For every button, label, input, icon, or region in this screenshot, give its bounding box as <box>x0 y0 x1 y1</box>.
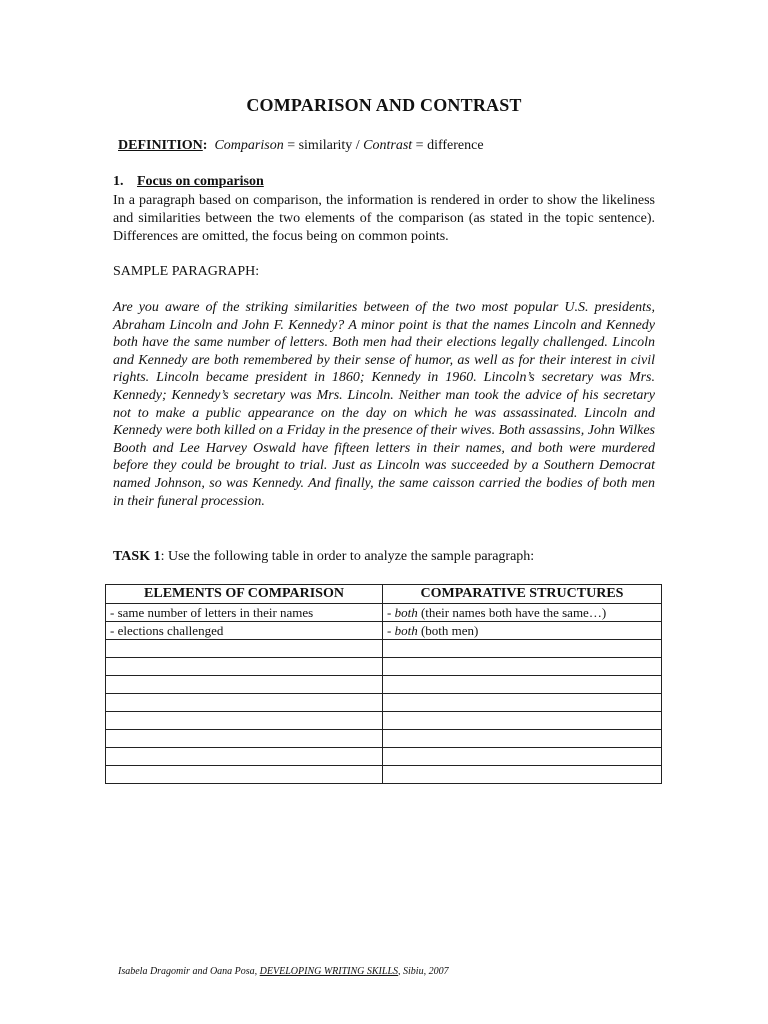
sample-paragraph-label: SAMPLE PARAGRAPH: <box>113 264 260 279</box>
table-cell-element <box>106 766 383 784</box>
task-label: TASK 1 <box>113 549 161 564</box>
table-header-structures: COMPARATIVE STRUCTURES <box>383 585 662 604</box>
table-cell-element <box>106 694 383 712</box>
table-cell-structure <box>383 766 662 784</box>
section-number: 1. <box>113 174 124 189</box>
definition-eq2: = difference <box>412 138 484 153</box>
table-row <box>106 766 662 784</box>
definition-colon: : <box>202 138 208 153</box>
task-text: : Use the following table in order to analyze the sample paragraph: <box>160 549 535 564</box>
table-cell-element <box>106 658 383 676</box>
table-header-elements: ELEMENTS OF COMPARISON <box>106 585 383 604</box>
table-header-row <box>106 585 662 604</box>
table-cell-element <box>106 676 383 694</box>
section-heading <box>113 174 264 190</box>
table-cell-structure <box>383 676 662 694</box>
table-cell-structure <box>383 748 662 766</box>
page-title: COMPARISON AND CONTRAST <box>246 95 522 115</box>
definition-eq1: = similarity / <box>283 138 364 153</box>
table-cell-structure <box>383 658 662 676</box>
table-cell-element: - same number of letters in their names <box>106 604 383 622</box>
table-row <box>106 658 662 676</box>
table-cell-element <box>106 748 383 766</box>
table-cell-element <box>106 640 383 658</box>
table-cell-structure <box>383 712 662 730</box>
table-cell-element <box>106 712 383 730</box>
comparison-term: Comparison <box>214 138 284 153</box>
table-row <box>106 712 662 730</box>
table-cell-element <box>106 730 383 748</box>
table-row <box>106 694 662 712</box>
table-row <box>106 640 662 658</box>
task-instruction <box>113 549 534 565</box>
table-row <box>106 748 662 766</box>
table-cell-structure: - both (both men) <box>383 622 662 640</box>
section-heading-text: Focus on comparison <box>137 174 264 189</box>
sample-paragraph: Are you aware of the striking similarities between of the two most popular U.S. presidents, Abraham Lincoln and John F. Kennedy? A minor point is that the names Lincoln and Kennedy both have the same number of letters. Both men had their elections legally challenged. Lincoln and Kennedy are both remembered by their sense of humor, as well as for their interest in civil rights. Lincoln became president in 1860; Kennedy in 1960. Lincoln’s secretary was Mrs. Kennedy; Kennedy’s secretary was Mrs. Lincoln. Neither man took the advice of his secretary not to make a public appearance on the day on which he was assassinated. Lincoln and Kennedy were both killed on a Friday in the presence of their wives. Both assassins, John Wilkes Booth and Lee Harvey Oswald have fifteen letters in their names, and both were murdered before they could be brought to trial. Just as Lincoln was succeeded by a Southern Democrat named Johnson, so was Kennedy. And finally, the same caisson carried the bodies of both men in their funeral procession. <box>113 300 655 509</box>
table-row <box>106 604 662 622</box>
footer-book-title: DEVELOPING WRITING SKILLS <box>259 966 399 977</box>
footer-publication: , Sibiu, 2007 <box>398 966 449 977</box>
footer-authors: Isabela Dragomir and Oana Posa, <box>118 966 260 977</box>
table-cell-structure <box>383 730 662 748</box>
table-cell-structure <box>383 640 662 658</box>
table-cell-element: - elections challenged <box>106 622 383 640</box>
table-row <box>106 730 662 748</box>
intro-paragraph: In a paragraph based on comparison, the information is rendered in order to show the likeliness and similarities between the two elements of the comparison (as stated in the topic sentence). Differences are omitted, the focus being on common points. <box>113 193 655 244</box>
definition-line <box>118 138 484 154</box>
page-footer <box>118 966 449 977</box>
table-row <box>106 676 662 694</box>
table-row <box>106 622 662 640</box>
contrast-term: Contrast <box>363 138 413 153</box>
table-cell-structure: - both (their names both have the same…) <box>383 604 662 622</box>
analysis-table <box>105 584 662 784</box>
definition-label: DEFINITION <box>118 138 203 153</box>
table-cell-structure <box>383 694 662 712</box>
